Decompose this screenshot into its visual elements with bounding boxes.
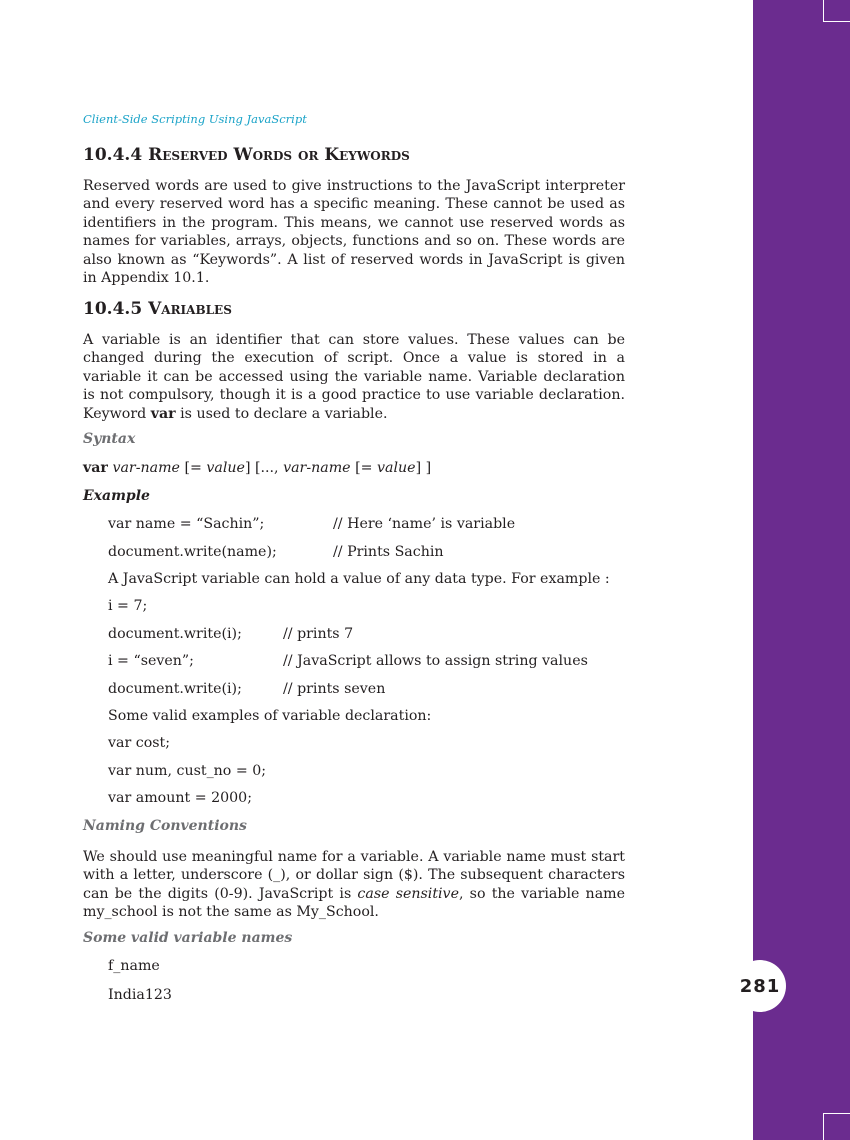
variables-paragraph	[83, 331, 625, 423]
code-line: var num, cust_no = 0;	[108, 763, 267, 779]
comment: // prints 7	[283, 626, 354, 642]
p: value	[377, 460, 416, 476]
syntax-label: Syntax	[83, 431, 136, 447]
code-line: i = 7;	[108, 598, 148, 614]
text: We should use meaningful name for a variable. A variable name must start with a letter, underscore (_), or dollar sign ($). The subsequent characters can be the digits (0-9). JavaScript is	[83, 849, 625, 902]
code: var name = “Sachin”;	[108, 516, 265, 532]
comment: // prints seven	[283, 681, 386, 697]
code: i = “seven”;	[108, 653, 194, 669]
section-number: 10.4.5	[83, 299, 143, 319]
comment: // Here ‘name’ is variable	[333, 516, 516, 532]
variable-name: India123	[108, 987, 172, 1003]
syntax-line	[83, 460, 431, 476]
code: document.write(i);	[108, 626, 242, 642]
code-line	[108, 516, 628, 536]
p: var-name	[112, 460, 180, 476]
comment: // Prints Sachin	[333, 544, 444, 560]
naming-paragraph	[83, 848, 625, 922]
p: ] ]	[415, 460, 432, 476]
p: [=	[350, 460, 378, 476]
section-heading-reserved-words	[83, 145, 410, 165]
section-number: 10.4.4	[83, 145, 143, 165]
example-label: Example	[83, 488, 150, 504]
section-heading-variables	[83, 299, 232, 319]
variable-name: f_name	[108, 958, 160, 974]
naming-conventions-label: Naming Conventions	[83, 818, 247, 834]
running-head: Client-Side Scripting Using JavaScript	[83, 112, 307, 126]
section-title: Variables	[148, 299, 232, 319]
section-title: Reserved Words or Keywords	[148, 145, 410, 165]
code-line	[108, 653, 628, 673]
text: , so the variable name my_school is not the same as My_School.	[83, 885, 626, 921]
text: is used to declare a variable.	[175, 405, 388, 422]
p: [=	[179, 460, 207, 476]
crop-mark-top	[823, 0, 850, 22]
code-line	[108, 626, 628, 646]
reserved-words-paragraph: Reserved words are used to give instructions to the JavaScript interpreter and every reserved word has a specific meaning. These cannot be used as identifiers in the program. This means, we cannot use reserved words as names for variables, arrays, objects, functions and so on. These words are also known as “Keywords”. A list of reserved words in JavaScript is given in Appendix 10.1.	[83, 178, 625, 287]
valid-names-label: Some valid variable names	[83, 930, 293, 946]
emphasis: case sensitive	[357, 885, 459, 902]
crop-mark-bottom	[823, 1113, 850, 1140]
valid-examples-intro: Some valid examples of variable declaration:	[108, 708, 432, 724]
code: document.write(name);	[108, 544, 277, 560]
kw: var	[83, 460, 108, 476]
code-line: var cost;	[108, 735, 171, 751]
keyword-var: var	[150, 405, 176, 422]
example-intro: A JavaScript variable can hold a value of any data type. For example :	[108, 571, 610, 587]
code-line	[108, 681, 628, 701]
code-line: var amount = 2000;	[108, 790, 252, 806]
p: ] [...,	[244, 460, 284, 476]
code: document.write(i);	[108, 681, 242, 697]
comment: // JavaScript allows to assign string values	[283, 653, 588, 669]
code-line	[108, 544, 628, 564]
p: value	[206, 460, 245, 476]
text: A variable is an identifier that can store values. These values can be changed during the execution of script. Once a value is stored in a variable it can be accessed using the variable name. Variable declaration is not compulsory, though it is a good practice to use variable declaration. Keyword	[83, 332, 625, 422]
p: var-name	[283, 460, 351, 476]
page-number: 281	[734, 960, 786, 1012]
